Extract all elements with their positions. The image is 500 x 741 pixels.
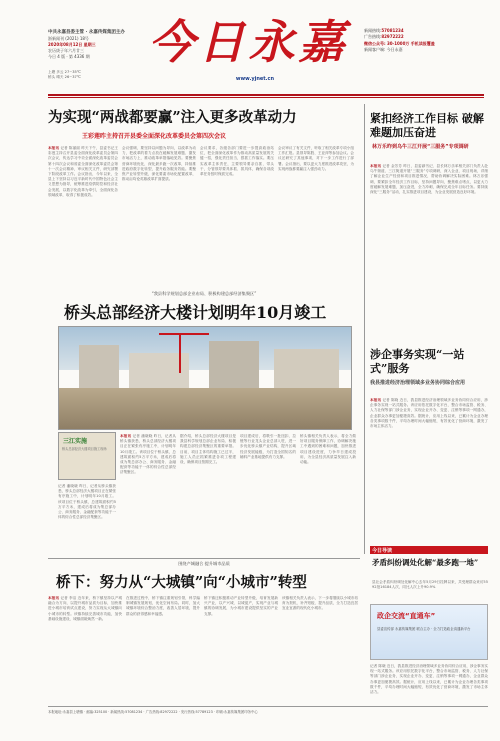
right-top-text: 记者 金芳芳 昨日，县委副书记、县长林万乐率相关部门负责人赴乌牛街道、三江街道开展“三服务”专项调研，深入企业、项目现场，详细了解企业生产经营和项目推进情况，帮助协调解决实际困难。林万乐强调，要紧扣全年经济工作目标，坚持问题导向，聚焦难点堵点，以更大力度破解发展难题，加压奋进，全力冲刺，确保完成全年目标任务。要持续深化“三服务”活动，扎实推进项目建设，为企业发展营造良好环境。 [370, 164, 488, 195]
lead-column-1-text: 记者 陈丽丽 昨天下午，县委书记王彩莲主持召开县委全面深化改革委员会第四次会议，传达学习中央全面深化改革委员会第十四次会议和省委全面深化改革委员会第十一次会议精神，审议相关文件，研究部署下阶段改革工作。会议指出，今年以来，全县上下坚持以习近平新时代中国特色社会主义思想为指导，统筹推进疫情防控和经济社会发展，以数字化改革为牵引，全面深化各领域改革，取得了积极成效。 [48, 146, 118, 197]
weather-line-1: 上塘 多云 27~35℃ [48, 70, 81, 74]
ad-label: 广告热线: [364, 34, 382, 40]
website-url[interactable]: www.yjnet.cn [235, 76, 275, 82]
photo-ground [59, 388, 351, 429]
feature-column-3: 项目建成后，将吸引一批纽扣、拉链等行业龙头企业总部入驻，进一步优化桥头镇产业结构，提升区域经济发展能级，为打造全国知名的辅料产业基地提供有力支撑。 [240, 434, 296, 459]
right-top-body [370, 164, 488, 334]
bottom-column-2: 在推进过程中，桥下镇注重规划引领，科学编制城镇发展规划，优化空间布局。同时，加大城镇环境综合整治力度，改善人居环境，提升群众的获得感和幸福感。 [126, 596, 200, 616]
feature-headline[interactable]: 桥头总部经济大楼计划明年10月竣工 [64, 303, 327, 322]
org-line-1: 中共永嘉县委主管 · 永嘉传媒集团主办 [48, 30, 125, 35]
lead-column-3: 会议要求，各级各部门要进一步提高政治站位，把全面深化改革作为推动高质量发展的关键一招，强化责任担当，狠抓工作落实。要压实改革主体责任，主要领导要亲自抓、带头干，分管领导要具体抓、抓具体，确保各项改革任务按时保质完成。 [200, 146, 274, 177]
masthead-rule [48, 94, 484, 96]
bottom-byline: 本报讯 [48, 596, 60, 600]
advertisement[interactable] [370, 604, 488, 660]
weather-box [48, 70, 138, 81]
newspaper-logo: 今日永嘉 [148, 15, 349, 69]
feature-column-inset-below: 记者 潘晓晓 昨日，记者从桥头镇获悉，桥头总部经济大楼项目正在紧张有序施工中，计划明年10月竣工。该项目位于桥头镇，总建筑面积约5万平方米，建成后将成为集总部办公、商务服务、金融配套等功能于一体的综合性总部经济集聚区。 [58, 484, 116, 520]
bottom-column-1-text: 记者 李洁 近年来，桥下镇坚持以产城融合为方向，以提升城市品质为目标，加快推进小城市培育试点建设，努力实现从大城镇向小城市的转型。该镇持续完善城市功能，加快基础设施建设，城镇面貌焕然一新。 [48, 596, 122, 621]
photo-building [209, 341, 259, 395]
hotline-label: 新闻热线: [364, 28, 382, 33]
ad-title: 政企交流“直通车” [377, 612, 436, 620]
bottom-kicker: 围绕产城融合 提升城市品质 [178, 561, 230, 566]
photo-crane [179, 333, 181, 373]
construction-photo[interactable] [58, 326, 352, 430]
right-mid-headline[interactable]: 涉企事务实现“一站式”服务 [370, 348, 465, 375]
feature-byline: 本报讯 [120, 434, 132, 438]
bottom-headline[interactable]: 桥下：努力从“大城镇”向“小城市”转型 [56, 574, 307, 591]
lunar-date: 农历庚子年六月廿三 [48, 48, 84, 53]
column-divider [364, 104, 365, 554]
lead-column-2: 会议强调，要坚持以问题为导向，以改革为动力，把改革的着力点放在破解发展难题、激发市场活力上，推动改革举措落地见效。要聚焦营商环境优化，深化最多跑一次改革，持续推进政府数字化转型，提升政务服务效能。要聚焦产业转型升级，深化要素市场化配置改革，推动亩均论英雄改革扩面提质。 [122, 146, 196, 182]
feature-inset [58, 432, 116, 480]
brief-header: 今日导读 [372, 548, 393, 554]
lead-column-1 [48, 146, 118, 282]
weather-line-2: 桥头 晴天 26~37℃ [48, 75, 81, 80]
app-label: 新闻客户端: 今日永嘉 [364, 47, 403, 53]
right-mid-body [370, 398, 488, 538]
right-mid-text: 记者 陈晓 近日，我县推进经济治理领域多业务协同综合应用，涉企事务实现一站式服务。该应用依托数字化平台，整合市场监管、税务、人力社保等部门涉企业务，实现企业开办、变更、注销等事项一网通办，企业群众办事更加便捷高效。据统计，应用上线以来，已累计为企业办理各类事项数千件，平均办理时间大幅缩短，有效优化了营商环境，激发了市场主体活力。 [370, 398, 488, 429]
masthead-contacts [364, 28, 484, 54]
feature-column-4: 桥头镇相关负责人表示，将全力做好项目服务保障工作，协调解决施工中遇到的困难和问题，加快推进项目建设进度，力争早日建成投用，为全县经济高质量发展注入新动能。 [300, 434, 356, 465]
lead-column-4: 会议审议了有关文件，听取了相关改革专项小组工作汇报。县领导陈胜、王亚萍等参加会议。会议还研究了其他事项，对下一步工作进行了部署。会议指出，要以更大力度推进改革攻坚，为实现两战都要赢注入强劲动力。 [278, 146, 354, 171]
ad-number: 82972222 [381, 34, 404, 40]
feature-column-1 [120, 434, 176, 550]
right-top-subheadline: 林万乐昨到乌牛三江开展“三服务”专项调研 [372, 144, 469, 150]
brief-headline[interactable]: 矛盾纠纷调处化解“最多跑一地” [372, 558, 479, 567]
right-top-headline[interactable]: 紧扣经济工作目标 破解难题加压奋进 [370, 112, 484, 139]
feature-kicker: “我县科学规划总部企业布局、积极构建总部经济集聚区” [151, 291, 257, 296]
masthead-info [48, 30, 148, 60]
masthead [0, 0, 500, 98]
bottom-column-4: 该镇相关负责人表示，下一步将继续以小城市培育为契机，补齐短板、提升品质，全力打造宜居宜业宜游的现代化小城市。 [282, 596, 358, 611]
scan-label: 微信公众号: 30-1000万 手机读报覆盖 [364, 40, 435, 46]
lead-subheadline: 王彩莲昨主持召开县委全面深化改革委员会第四次会议 [82, 133, 227, 140]
issue-date: 2020年08月12日 星期三 [48, 42, 96, 47]
section-rule [48, 558, 360, 559]
page-footer: 本报地址:永嘉县上塘镇 · 邮编:325100 · 新闻热线:57081234 · 广告热线:82972222 · 发行热线:57789123 · 印刷:永嘉传媒集团印务中心 [48, 706, 488, 714]
inset-text: 桥头总部经济大楼项目施工现场 [62, 447, 107, 451]
masthead-rule-thin [48, 97, 484, 98]
bottom-right-column: 记者 陈晓 近日，我县推进经济治理领域多业务协同综合应用，涉企事务实现一站式服务。该应用依托数字化平台，整合市场监管、税务、人力社保等部门涉企业务，实现企业开办、变更、注销等事项一网通办，企业群众办事更加便捷高效。据统计，应用上线以来，已累计为企业办理各类事项数千件，平均办理时间大幅缩短，有效优化了营商环境，激发了市场主体活力。 [370, 664, 488, 695]
ad-text: 县委宣传部 永嘉传媒集团 联合主办 · 全力打造政企沟通新平台 [377, 627, 471, 631]
photo-crane-arm [159, 333, 209, 335]
feature-column-2: 据介绍，桥头总部经济大楼项目是我县科学规划总部企业布局、积极构建总部经济集聚区的重要举措。目前，项目主体结构施工已过半，施工人员正抓紧推进各项工程建设，确保项目按期完工。 [180, 434, 236, 465]
right-mid-subheadline: 我县推进经济治理领域多业务协同综合应用 [370, 380, 466, 386]
feature-column-1-text: 记者 潘晓晓 昨日，记者从桥头镇获悉，桥头总部经济大楼项目正在紧张有序施工中，计划明年10月竣工。该项目位于桥头镇，总建筑面积约5万平方米，建成后将成为集总部办公、商务服务、金融配套等功能于一体的综合性总部经济集聚区。 [120, 434, 176, 475]
lead-byline: 本报讯 [48, 146, 60, 150]
hotline-number: 57081234 [381, 28, 404, 33]
issue-number: 今日 4 版 · 第 4336 期 [48, 54, 90, 59]
brief-text: 县社会矛盾纠纷调处化解中心去年5月29日挂牌以来，共受理群众来访5592批16184人次，同比人次上升90.9% [372, 580, 488, 590]
bottom-column-1 [48, 596, 122, 702]
right-mid-byline: 本报讯 [370, 398, 382, 402]
right-top-byline: 本报讯 [370, 164, 382, 168]
inset-title: 三江实施 [63, 438, 88, 445]
lead-headline[interactable]: 为实现“两战都要赢”注入更多改革动力 [48, 109, 297, 126]
bottom-column-3: 桥下镇还积极推动产业转型升级，培育发展新兴产业，以产兴城、以城促产，实现产业与城镇的协调发展，为小城市建设提供坚实的产业支撑。 [204, 596, 278, 616]
org-line-2: 浙新闻刊 (2021) 18号 [48, 36, 89, 41]
